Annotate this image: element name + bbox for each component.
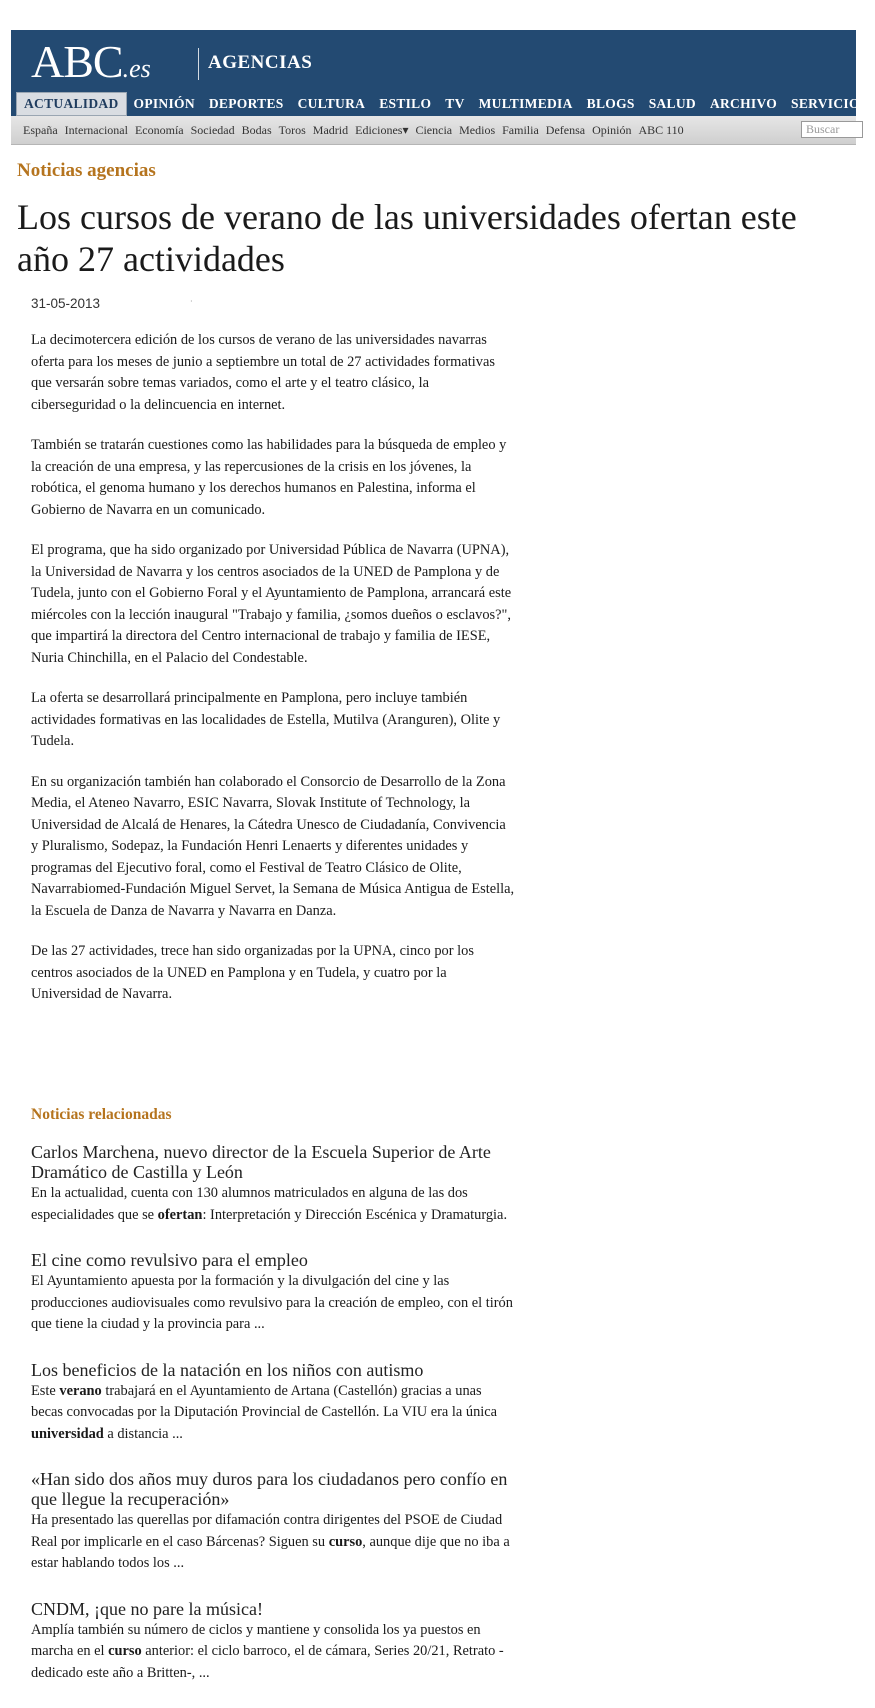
subnav-item-toros[interactable]: Toros [278, 122, 306, 137]
nav-item-archivo[interactable]: ARCHIVO [709, 96, 778, 111]
summary-text: : Interpretación y Dirección Escénica y Dramaturgia. [202, 1206, 508, 1223]
summary-text: , aunque dije que no iba a estar hablando todos los ... [31, 1533, 510, 1571]
related-item-summary [31, 1510, 516, 1575]
nav-item-multimedia[interactable]: MULTIMEDIA [478, 96, 573, 111]
summary-text: anterior: el ciclo barroco, el de cámara, Series 20/21, Retrato -dedicado este año a Britten-, ... [31, 1643, 504, 1681]
article-paragraph: La decimotercera edición de los cursos de verano de las universidades navarras oferta para los meses de junio a septiembre un total de 27 actividades formativas que versarán sobre temas variados, como el arte y el teatro clásico, la ciberseguridad o la delincuencia en internet. [31, 332, 495, 413]
subnav-item-sociedad[interactable]: Sociedad [190, 122, 235, 137]
logo-divider [198, 48, 199, 80]
related-item-summary [31, 1620, 516, 1685]
summary-text: a distancia ... [103, 1425, 183, 1442]
subnav-item-defensa[interactable]: Defensa [545, 122, 586, 137]
related-item [31, 1599, 516, 1685]
summary-text: El Ayuntamiento apuesta por la formación y la divulgación del cine y las producciones audiovisuales como revulsivo para la creación de empleo, con el tirón que tiene la ciudad y la provincia para ... [31, 1273, 513, 1332]
related-item-summary [31, 1183, 516, 1226]
summary-keyword: verano [59, 1382, 102, 1399]
separator-dot: · [190, 297, 193, 306]
logo-main[interactable]: ABC [31, 36, 123, 87]
summary-keyword: curso [328, 1533, 363, 1550]
nav-item-actualidad[interactable]: ACTUALIDAD [16, 92, 127, 116]
subnav-item-opinion[interactable]: Opinión [592, 122, 632, 137]
related-item-title[interactable]: Carlos Marchena, nuevo director de la Escuela Superior de Arte Dramático de Castilla y León [31, 1142, 491, 1182]
nav-item-tv[interactable]: TV [445, 96, 465, 111]
article-paragraph: El programa, que ha sido organizado por Universidad Pública de Navarra (UPNA), la Universidad de Navarra y los centros asociados de la UNED de Pamplona y de Tudela, junto con el Gobierno Foral y el Ayuntamiento de Pamplona, arrancará este miércoles con la lección inaugural "Trabajo y familia, ¿somos dueños o esclavos?", que impartirá la directora del Centro internacional de trabajo y familia de IESE, Nuria Chinchilla, en el Palacio del Condestable. [31, 542, 512, 666]
related-item-summary [31, 1271, 516, 1336]
search-input[interactable] [801, 121, 863, 138]
subnav-item-familia[interactable]: Familia [502, 122, 539, 137]
article-paragraph: De las 27 actividades, trece han sido organizadas por la UPNA, cinco por los centros asociados de la UNED en Pamplona y en Tudela, y cuatro por la Universidad de Navarra. [31, 943, 474, 1002]
summary-keyword: ofertan [157, 1206, 203, 1223]
subnav-item-medios[interactable]: Medios [459, 122, 496, 137]
subnav-item-madrid[interactable]: Madrid [312, 122, 349, 137]
subnav-item-bodas[interactable]: Bodas [241, 122, 272, 137]
article-paragraph: También se tratarán cuestiones como las habilidades para la búsqueda de empleo y la creación de una empresa, y las repercusiones de la crisis en los jóvenes, la robótica, el genoma humano y los derechos humanos en Palestina, informa el Gobierno de Navarra en un comunicado. [31, 437, 507, 518]
nav-item-deportes[interactable]: DEPORTES [208, 96, 284, 111]
article-date: 31-05-2013 [31, 296, 101, 311]
summary-text: En la actualidad, cuenta con 130 alumnos matriculados en alguna de las dos especialidades que se [31, 1185, 468, 1223]
summary-keyword: universidad [31, 1425, 104, 1442]
article-body [31, 330, 516, 1025]
nav-item-cultura[interactable]: CULTURA [297, 96, 366, 111]
main-nav [16, 92, 875, 116]
subnav-item-ediciones[interactable]: Ediciones▾ [355, 122, 409, 137]
related-item-title[interactable]: El cine como revulsivo para el empleo [31, 1250, 308, 1270]
nav-item-opinion[interactable]: OPINIÓN [133, 96, 195, 111]
summary-text: trabajará en el Ayuntamiento de Artana (Castellón) gracias a unas becas convocadas por la Diputación Provincial de Castellón. La VIU era la única [31, 1382, 498, 1420]
related-item-title[interactable]: «Han sido dos años muy duros para los ciudadanos pero confío en que llegue la recuperación» [31, 1469, 508, 1509]
abc-logo[interactable] [31, 36, 151, 95]
related-news-heading: Noticias relacionadas [31, 1106, 172, 1123]
subnav-item-ciencia[interactable]: Ciencia [415, 122, 453, 137]
summary-text: Amplía también su número de ciclos y mantiene y consolida los ya puestos en marcha en el [31, 1621, 481, 1659]
article-paragraph: La oferta se desarrollará principalmente en Pamplona, pero incluye también actividades formativas en las localidades de Estella, Mutilva (Aranguren), Olite y Tudela. [31, 690, 501, 749]
article-paragraph: En su organización también han colaborado el Consorcio de Desarrollo de la Zona Media, el Ateneo Navarro, ESIC Navarra, Slovak Institute of Technology, la Universidad de Alcalá de Henares, la Cátedra Unesco de Ciudadanía, Convivencia y Pluralismo, Sodepaz, la Fundación Henri Lenaerts y diferentes unidades y programas del Ejecutivo foral, como el Festival de Teatro Clásico de Olite, Navarrabiomed-Fundación Miguel Servet, la Semana de Música Antigua de Estella, la Escuela de Danza de Navarra y Navarra en Danza. [31, 773, 515, 919]
subnav-item-economia[interactable]: Economía [134, 122, 184, 137]
subnav-item-abc110[interactable]: ABC 110 [638, 122, 684, 137]
summary-keyword: curso [108, 1643, 142, 1659]
subnav-item-espana[interactable]: España [23, 122, 58, 137]
related-item-summary [31, 1381, 516, 1446]
article-title: Los cursos de verano de las universidades ofertan este año 27 actividades [17, 197, 797, 279]
related-item [31, 1142, 516, 1226]
related-item [31, 1250, 516, 1336]
subnav-item-internacional[interactable]: Internacional [64, 122, 128, 137]
logo-suffix[interactable]: .es [122, 54, 151, 83]
article-kicker[interactable]: Noticias agencias [17, 160, 156, 181]
related-news-list [31, 1142, 516, 1708]
summary-text: Este [31, 1382, 60, 1399]
nav-item-blogs[interactable]: BLOGS [586, 96, 635, 111]
related-item-title[interactable]: Los beneficios de la natación en los niños con autismo [31, 1359, 424, 1380]
summary-text: Ha presentado las querellas por difamación contra dirigentes del PSOE de Ciudad Real por implicarle en el caso Bárcenas? Siguen su [31, 1512, 503, 1550]
section-label[interactable]: AGENCIAS [208, 52, 313, 73]
sub-nav [11, 116, 856, 145]
nav-item-servicios[interactable]: SERVICIOS [791, 96, 868, 111]
related-item [31, 1469, 516, 1575]
related-item [31, 1360, 516, 1446]
nav-item-salud[interactable]: SALUD [648, 96, 696, 111]
nav-item-estilo[interactable]: ESTILO [379, 96, 432, 111]
related-item-title[interactable]: CNDM, ¡que no pare la música! [31, 1598, 263, 1619]
